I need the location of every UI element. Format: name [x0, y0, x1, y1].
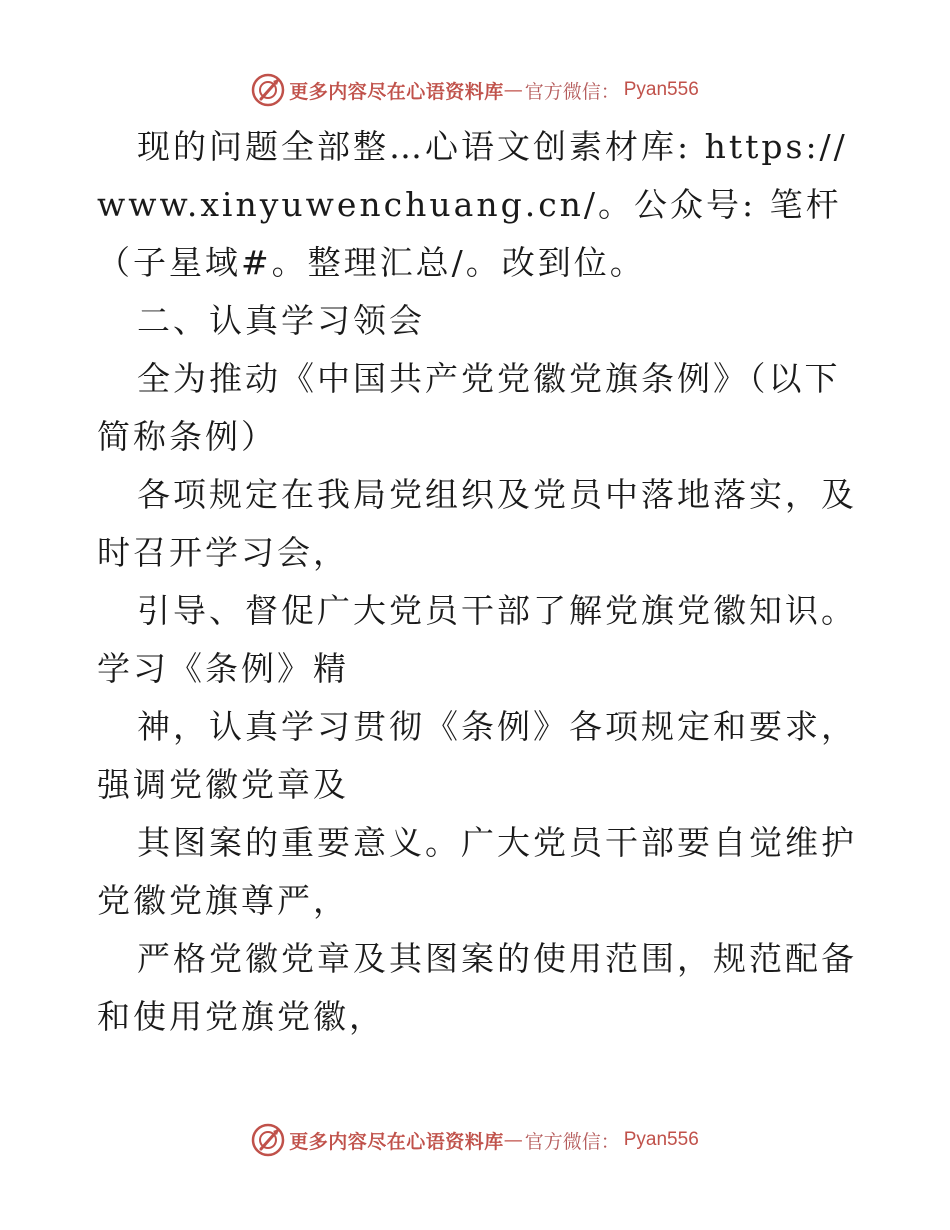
banner-wechat-id: Pyan556 [623, 1129, 699, 1150]
paragraph-1: 现的问题全部整…心语文创素材库: https:// www.xinyuwenchuang.cn/。公众号: 笔杆（子星域#。整理汇总/。改到位。 [97, 127, 848, 282]
banner-separator: — [503, 79, 523, 101]
footer-banner [0, 1120, 950, 1160]
paragraph-3: 各项规定在我局党组织及党员中落地落实，及时召开学习会， [97, 475, 857, 572]
header-banner [0, 70, 950, 110]
banner-title: 更多内容尽在心语资料库 [289, 80, 504, 103]
document-body [97, 118, 857, 1046]
paragraph-6: 其图案的重要意义。广大党员干部要自觉维护党徽党旗尊严， [97, 823, 857, 920]
section-heading: 二、认真学习领会 [137, 301, 425, 340]
paragraph-5: 神，认真学习贯彻《条例》各项规定和要求，强调党徽党章及 [97, 707, 857, 804]
brand-logo-icon [251, 73, 285, 107]
banner-separator: — [503, 1129, 523, 1151]
paragraph-2: 全为推动《中国共产党党徽党旗条例》（以下简称条例） [97, 359, 841, 456]
paragraph-4: 引导、督促广大党员干部了解党旗党徽知识。学习《条例》精 [97, 591, 857, 688]
banner-title: 更多内容尽在心语资料库 [289, 1130, 504, 1153]
banner-wechat-id: Pyan556 [623, 79, 699, 100]
paragraph-7: 严格党徽党章及其图案的使用范围，规范配备和使用党旗党徽， [97, 939, 857, 1036]
banner-wechat-label: 官方微信： [524, 1130, 620, 1153]
banner-wechat-label: 官方微信： [524, 80, 620, 103]
brand-logo-icon [251, 1123, 285, 1157]
